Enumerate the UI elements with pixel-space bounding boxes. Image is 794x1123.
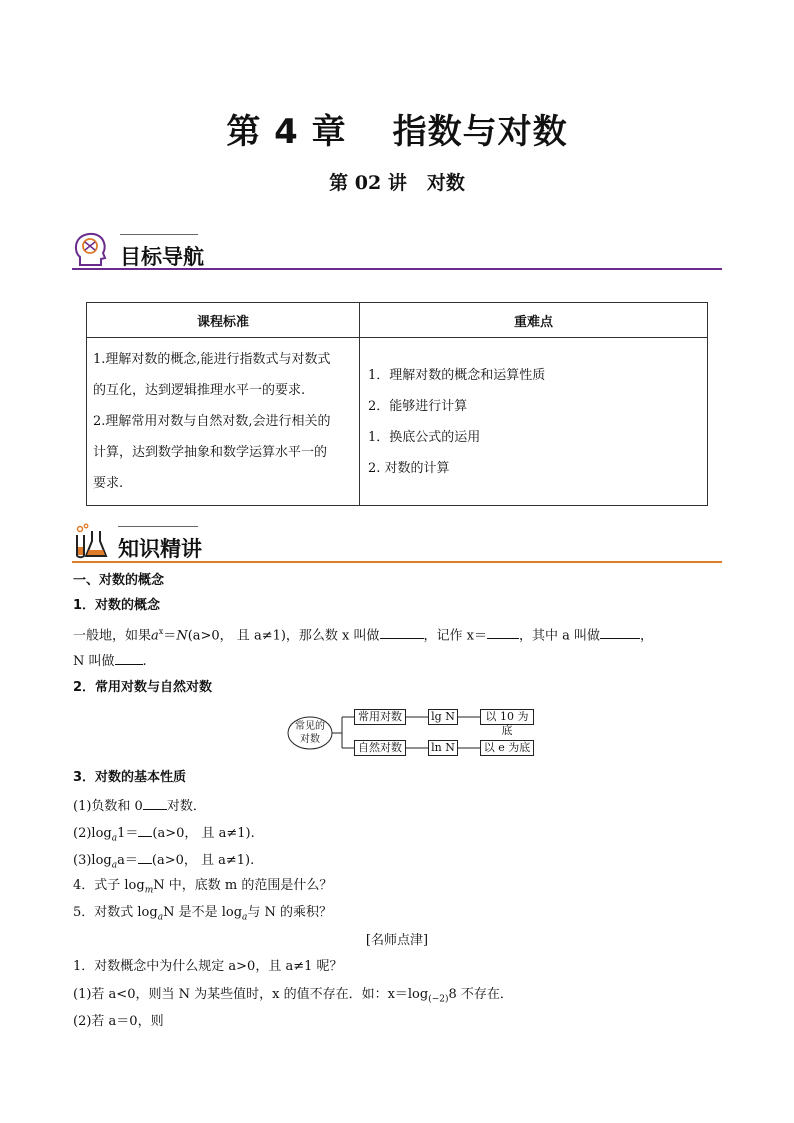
section-divider-goals — [72, 268, 722, 270]
teacher-point-2: (2)若 a＝0，则 — [73, 1014, 164, 1029]
blank-answer — [143, 795, 167, 810]
diagram-common-log: 常用对数 — [354, 709, 406, 725]
key-point-item: 2．能够进行计算 — [368, 398, 468, 414]
blank-answer — [380, 624, 424, 639]
chapter-number: 第 4 章 — [226, 112, 347, 152]
diagram-base-e: 以 e 为底 — [480, 740, 534, 756]
property-2: $(2)\log_a1= (a>0$， 且 a≠1). — [73, 822, 255, 849]
lecture-title — [0, 168, 794, 195]
flask-icon — [72, 523, 110, 561]
blank-answer — [138, 849, 152, 864]
brain-head-icon — [72, 231, 110, 269]
standard-line: 要求. — [93, 476, 124, 491]
diagram-natural-log: 自然对数 — [354, 740, 406, 756]
lecture-number: 第 02 讲 — [329, 172, 407, 194]
teacher-question-1: 1．对数概念中为什么规定 a>0，且 a≠1 呢？ — [73, 959, 343, 974]
subheading-properties: 3．对数的基本性质 — [73, 770, 187, 785]
standard-line: 2.理解常用对数与自然对数,会进行相关的 — [93, 414, 331, 429]
section-overline — [118, 526, 198, 527]
key-point-item: 1．理解对数的概念和运算性质 — [368, 367, 546, 383]
key-point-item: 1．换底公式的运用 — [368, 429, 481, 445]
col-header-key-points: 重难点 — [360, 303, 708, 338]
diagram-root: 常见的 对数 — [295, 721, 325, 745]
standard-line: 计算，达到数学抽象和数学运算水平一的 — [93, 445, 328, 460]
subheading-common-natural: 2．常用对数与自然对数 — [73, 680, 213, 695]
section-divider-knowledge — [72, 561, 722, 563]
section-title-knowledge: 知识精讲 — [118, 537, 202, 561]
property-3: $(3)\log_aa= (a>0$， 且 a≠1). — [73, 849, 254, 876]
diagram-lg-symbol: lg N — [428, 709, 458, 725]
curriculum-table — [86, 302, 708, 506]
teacher-point-1: (1)若 a<0，则当 N 为某些值时，x 的值不存在．如：$x=\log_{(-2)}8$ 不存在． — [73, 987, 513, 1005]
lecture-name: 对数 — [426, 172, 465, 194]
standard-line: 1.理解对数的概念,能进行指数式与对数式 — [93, 352, 331, 367]
subheading-definition: 1．对数的概念 — [73, 598, 161, 613]
blank-answer — [138, 822, 152, 837]
blank-answer — [487, 624, 519, 639]
section-title-goals: 目标导航 — [120, 245, 204, 269]
section-overline — [120, 234, 198, 235]
heading-concept: 一、对数的概念 — [73, 573, 165, 588]
diagram-base-10: 以 10 为底 — [480, 709, 534, 725]
log-types-diagram — [286, 706, 536, 760]
blank-answer — [115, 650, 143, 665]
key-point-item: 2. 对数的计算 — [368, 460, 450, 476]
chapter-title — [0, 104, 794, 153]
blank-answer — [600, 624, 640, 639]
property-1: (1)负数和 0 对数． — [73, 795, 206, 817]
diagram-ln-symbol: ln N — [428, 740, 458, 756]
col-header-standard: 课程标准 — [87, 303, 360, 338]
key-points-cell — [360, 338, 708, 506]
teacher-note-label: [名师点津] — [365, 933, 429, 948]
definition-paragraph-2: N 叫做 . — [73, 650, 147, 672]
standard-line: 的互化，达到逻辑推理水平一的要求. — [93, 383, 306, 398]
question-4: 4．式子 $\log_mN$ 中，底数 m 的范围是什么？ — [73, 878, 333, 896]
question-5: 5．对数式 $\log_aN$ 是不是 $\log_a$与 N 的乘积？ — [73, 905, 333, 923]
definition-paragraph: 一般地，如果$a^x=N(a>0$， 且 a≠1)，那么数 x 叫做 ，记作 x＝ ，其中 a 叫做 ， — [73, 622, 653, 646]
chapter-name: 指数与对数 — [392, 112, 568, 152]
standard-cell — [87, 338, 360, 506]
